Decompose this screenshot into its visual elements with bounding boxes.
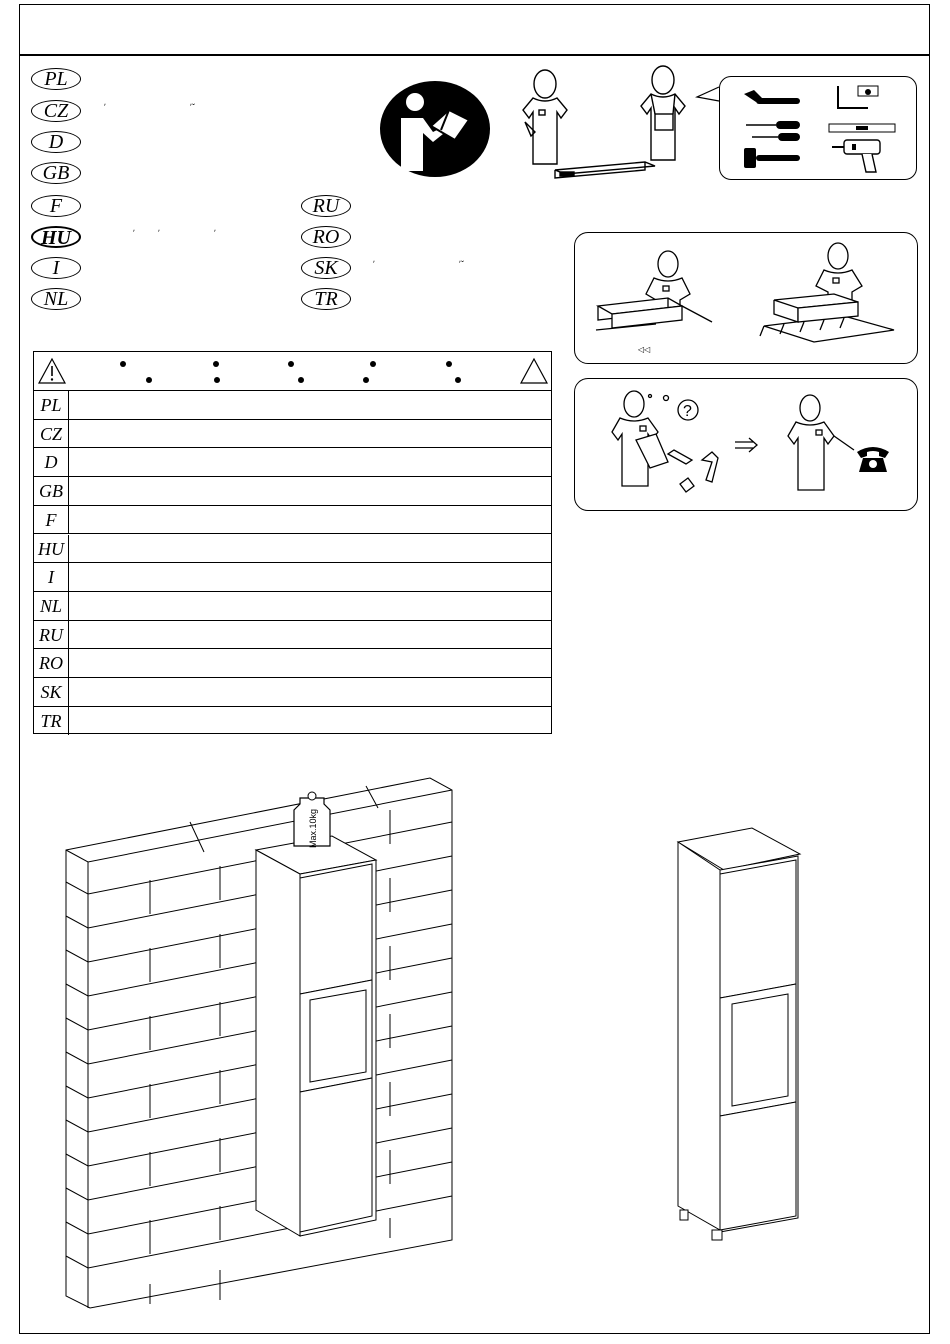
lang-badge-nl: NL <box>31 288 81 310</box>
double-arrow-icon <box>735 438 759 452</box>
screwdriver-icon <box>746 120 802 130</box>
bullet-dot <box>446 361 452 367</box>
lang-badge-hu: HU <box>31 226 81 248</box>
lang-badge-gb: GB <box>31 162 81 184</box>
lang-badge-sk: SK <box>301 257 351 279</box>
row-language-code: TR <box>34 707 69 736</box>
diacritic-mark: ʹ <box>214 228 216 238</box>
bullet-dot <box>120 361 126 367</box>
table-row <box>34 391 551 420</box>
row-language-code: RU <box>34 621 69 649</box>
table-row <box>34 535 551 564</box>
table-row <box>34 506 551 535</box>
bullet-dot <box>288 361 294 367</box>
row-language-code: F <box>34 506 69 534</box>
lang-badge-pl: PL <box>31 68 81 90</box>
row-language-code: PL <box>34 391 69 419</box>
unpack-on-floor-illustration <box>592 246 732 358</box>
drill-icon <box>832 138 888 174</box>
diacritic-mark: ʹ <box>104 102 106 112</box>
diacritic-mark: ʹ <box>158 228 160 238</box>
lang-badge-d: D <box>31 131 81 153</box>
wall-mounted-cabinet-illustration <box>60 770 460 1310</box>
row-language-code: CZ <box>34 420 69 448</box>
diacritic-mark: ʹ <box>373 259 375 269</box>
bullet-dot <box>370 361 376 367</box>
lang-badge-ru: RU <box>301 195 351 217</box>
cabinet <box>256 836 376 1236</box>
lang-badge-i: I <box>31 257 81 279</box>
lang-badge-f: F <box>31 195 81 217</box>
diacritic-mark: ʹˇ <box>459 259 464 269</box>
bullet-dot <box>213 361 219 367</box>
row-language-code: RO <box>34 649 69 677</box>
row-language-code: GB <box>34 477 69 505</box>
table-row <box>34 420 551 449</box>
lang-badge-tr: TR <box>301 288 351 310</box>
warning-triangle-icon <box>38 358 66 384</box>
telephone-icon <box>855 444 891 474</box>
table-row <box>34 477 551 506</box>
lang-badge-ro: RO <box>301 226 351 248</box>
row-language-code: HU <box>34 535 69 563</box>
question-mark-icon: ? <box>683 403 692 420</box>
diacritic-mark: ʹˇ <box>190 102 195 112</box>
bullet-dot <box>146 377 152 383</box>
svg-text:◁◁: ◁◁ <box>638 345 651 354</box>
table-row <box>34 678 551 707</box>
unpack-on-carpet-illustration <box>754 240 904 358</box>
table-row <box>34 649 551 678</box>
screwdriver-icon <box>752 132 802 142</box>
bullet-dot <box>214 377 220 383</box>
set-square-icon <box>834 84 884 110</box>
read-manual-icon <box>379 80 491 178</box>
spirit-level-icon <box>828 122 896 134</box>
header-band <box>19 4 930 56</box>
table-row <box>34 563 551 592</box>
table-row <box>34 707 551 736</box>
bullet-dot <box>298 377 304 383</box>
speech-tail <box>697 85 721 105</box>
table-row <box>34 621 551 650</box>
lang-badge-cz: CZ <box>31 100 81 122</box>
table-row <box>34 592 551 621</box>
weight-limit-label: Max.10kg <box>308 808 318 848</box>
bullet-dot <box>363 377 369 383</box>
mallet-icon <box>742 146 802 170</box>
diacritic-mark: ʹ <box>133 228 135 238</box>
hammer-icon <box>742 88 802 118</box>
row-language-code: D <box>34 448 69 476</box>
warning-table-header <box>34 352 551 391</box>
confused-worker-illustration <box>596 388 736 498</box>
happy-worker-illustration <box>774 392 864 496</box>
row-language-code: SK <box>34 678 69 706</box>
row-language-code: I <box>34 563 69 591</box>
row-language-code: NL <box>34 592 69 620</box>
two-workers-illustration <box>505 66 720 184</box>
warning-table <box>33 351 552 734</box>
bullet-dot <box>455 377 461 383</box>
table-row <box>34 448 551 477</box>
standalone-cabinet-illustration <box>676 826 806 1256</box>
warning-triangle-icon <box>520 358 548 384</box>
weight-tag <box>294 792 330 848</box>
